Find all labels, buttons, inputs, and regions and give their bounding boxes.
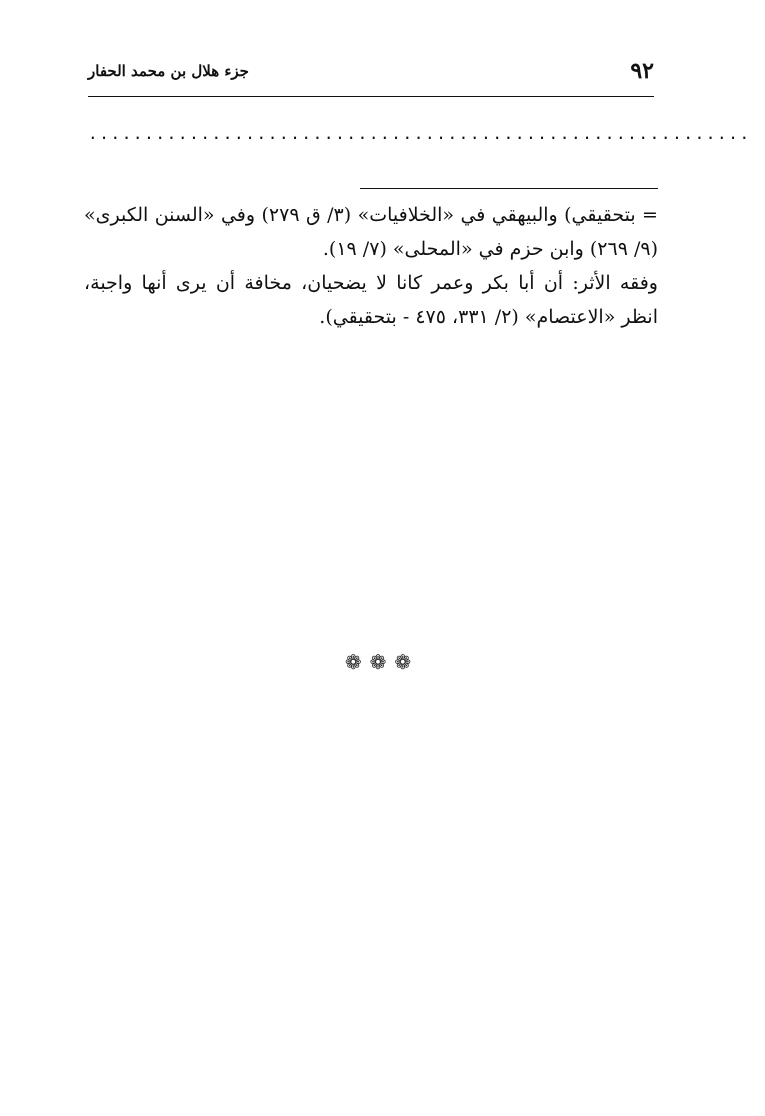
footnote-rule [360,188,658,189]
footnote-paragraph: = بتحقيقي) والبيهقي في «الخلافيات» (٣/ ق ٢٧٩) وفي «السنن الكبرى» (٩/ ٢٦٩) وابن حزم في «المحلى» (٧/ ١٩). [84,204,658,260]
page-number: ٩٢ [630,58,654,84]
section-end-ornament: ❁❁❁ [344,650,420,674]
dotted-separator: ........................................................... [88,124,751,143]
running-title: جزء هلال بن محمد الحفار [88,62,249,80]
header-rule [88,96,654,97]
page-header [88,58,654,88]
footnote-paragraph: وفقه الأثر: أن أبا بكر وعمر كانا لا يضحيان، مخافة أن يرى أنها واجبة، انظر «الاعتصام» (٢/ ٣٣١، ٤٧٥ - بتحقيقي). [84,272,658,328]
footnotes [84,198,658,334]
